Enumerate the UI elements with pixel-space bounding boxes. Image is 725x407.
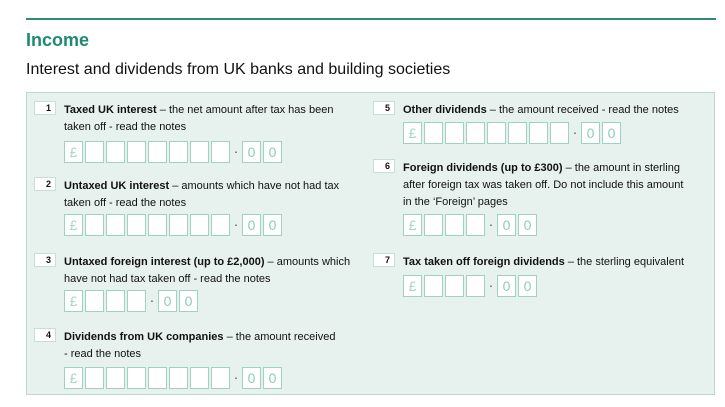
amount-boxes[interactable] bbox=[64, 290, 200, 312]
pound-sign-box[interactable]: £ bbox=[64, 290, 83, 312]
pound-digit-box[interactable] bbox=[127, 214, 146, 236]
pound-digit-box[interactable] bbox=[487, 122, 506, 144]
pound-digit-box[interactable] bbox=[106, 214, 125, 236]
pound-sign-box[interactable]: £ bbox=[403, 214, 422, 236]
pound-digit-box[interactable] bbox=[85, 367, 104, 389]
field-description: Other dividends – the amount received - read the notes bbox=[403, 104, 679, 116]
field-number: 5 bbox=[373, 101, 395, 115]
field-number: 2 bbox=[34, 177, 56, 191]
pound-sign-box[interactable]: £ bbox=[64, 367, 83, 389]
field-other-dividends bbox=[373, 101, 703, 151]
pound-digit-box[interactable] bbox=[529, 122, 548, 144]
pence-box: 0 bbox=[263, 141, 282, 163]
field-number: 4 bbox=[34, 328, 56, 342]
pence-box: 0 bbox=[263, 367, 282, 389]
pound-digit-box[interactable] bbox=[190, 141, 209, 163]
pound-digit-box[interactable] bbox=[85, 214, 104, 236]
pound-digit-box[interactable] bbox=[127, 141, 146, 163]
section-subtitle: Interest and dividends from UK banks and building societies bbox=[26, 61, 451, 78]
field-description: Tax taken off foreign dividends – the sterling equivalent bbox=[403, 256, 685, 268]
pound-digit-box[interactable] bbox=[148, 214, 167, 236]
pound-digit-box[interactable] bbox=[148, 141, 167, 163]
amount-boxes[interactable] bbox=[403, 214, 539, 236]
pound-digit-box[interactable] bbox=[424, 214, 443, 236]
pence-box: 0 bbox=[518, 275, 537, 297]
pound-digit-box[interactable] bbox=[211, 141, 230, 163]
pence-box: 0 bbox=[242, 141, 261, 163]
pound-digit-box[interactable] bbox=[85, 290, 104, 312]
field-foreign-dividends bbox=[373, 159, 713, 239]
pence-box: 0 bbox=[518, 214, 537, 236]
pence-box: 0 bbox=[263, 214, 282, 236]
pence-box: 0 bbox=[242, 367, 261, 389]
pence-box: 0 bbox=[497, 275, 516, 297]
section-title: Income bbox=[26, 30, 90, 50]
field-number: 6 bbox=[373, 159, 395, 173]
field-untaxed-uk-interest bbox=[34, 177, 364, 241]
field-description: Untaxed UK interest – amounts which have not had tax taken off - read the notes bbox=[64, 180, 340, 209]
pound-sign-box[interactable]: £ bbox=[403, 122, 422, 144]
decimal-point: · bbox=[233, 143, 239, 159]
pence-box: 0 bbox=[242, 214, 261, 236]
pound-sign-box[interactable]: £ bbox=[403, 275, 422, 297]
form-panel bbox=[26, 92, 715, 395]
pound-digit-box[interactable] bbox=[211, 367, 230, 389]
decimal-point: · bbox=[572, 124, 578, 140]
field-number: 3 bbox=[34, 253, 56, 267]
decimal-point: · bbox=[488, 216, 494, 232]
pound-digit-box[interactable] bbox=[190, 367, 209, 389]
field-untaxed-foreign-interest bbox=[34, 253, 364, 317]
pound-digit-box[interactable] bbox=[169, 367, 188, 389]
pence-box: 0 bbox=[581, 122, 600, 144]
pound-digit-box[interactable] bbox=[169, 141, 188, 163]
pound-digit-box[interactable] bbox=[466, 275, 485, 297]
decimal-point: · bbox=[233, 369, 239, 385]
decimal-point: · bbox=[233, 216, 239, 232]
pound-digit-box[interactable] bbox=[508, 122, 527, 144]
amount-boxes[interactable] bbox=[64, 214, 284, 236]
pound-digit-box[interactable] bbox=[466, 214, 485, 236]
pence-box: 0 bbox=[179, 290, 198, 312]
pound-digit-box[interactable] bbox=[127, 367, 146, 389]
decimal-point: · bbox=[488, 277, 494, 293]
field-number: 1 bbox=[34, 101, 56, 115]
amount-boxes[interactable] bbox=[64, 367, 284, 389]
pound-digit-box[interactable] bbox=[85, 141, 104, 163]
pound-digit-box[interactable] bbox=[445, 122, 464, 144]
field-description: Foreign dividends (up to £300) – the amount in sterling after foreign tax was taken off. Do not include this amount in the ‘Foreign’ pages bbox=[403, 162, 684, 208]
pound-digit-box[interactable] bbox=[148, 367, 167, 389]
field-dividends-uk-companies bbox=[34, 328, 364, 392]
decimal-point: · bbox=[149, 292, 155, 308]
pound-digit-box[interactable] bbox=[106, 367, 125, 389]
pound-sign-box[interactable]: £ bbox=[64, 141, 83, 163]
pound-digit-box[interactable] bbox=[445, 275, 464, 297]
field-number: 7 bbox=[373, 253, 395, 267]
pound-digit-box[interactable] bbox=[424, 122, 443, 144]
amount-boxes[interactable] bbox=[403, 275, 539, 297]
amount-boxes[interactable] bbox=[64, 141, 284, 163]
pound-digit-box[interactable] bbox=[424, 275, 443, 297]
field-description: Untaxed foreign interest (up to £2,000) – amounts which have not had tax taken off - read the notes bbox=[64, 256, 351, 285]
field-tax-foreign-dividends bbox=[373, 253, 703, 303]
pound-digit-box[interactable] bbox=[550, 122, 569, 144]
pound-sign-box[interactable]: £ bbox=[64, 214, 83, 236]
field-taxed-uk-interest bbox=[34, 101, 364, 165]
pound-digit-box[interactable] bbox=[445, 214, 464, 236]
field-description: Taxed UK interest – the net amount after tax has been taken off - read the notes bbox=[64, 104, 334, 133]
pence-box: 0 bbox=[497, 214, 516, 236]
pence-box: 0 bbox=[602, 122, 621, 144]
pound-digit-box[interactable] bbox=[106, 290, 125, 312]
top-rule bbox=[26, 18, 716, 20]
amount-boxes[interactable] bbox=[403, 122, 623, 144]
pound-digit-box[interactable] bbox=[466, 122, 485, 144]
pound-digit-box[interactable] bbox=[169, 214, 188, 236]
pence-box: 0 bbox=[158, 290, 177, 312]
pound-digit-box[interactable] bbox=[211, 214, 230, 236]
field-description: Dividends from UK companies – the amount received - read the notes bbox=[64, 331, 336, 360]
pound-digit-box[interactable] bbox=[190, 214, 209, 236]
pound-digit-box[interactable] bbox=[127, 290, 146, 312]
pound-digit-box[interactable] bbox=[106, 141, 125, 163]
